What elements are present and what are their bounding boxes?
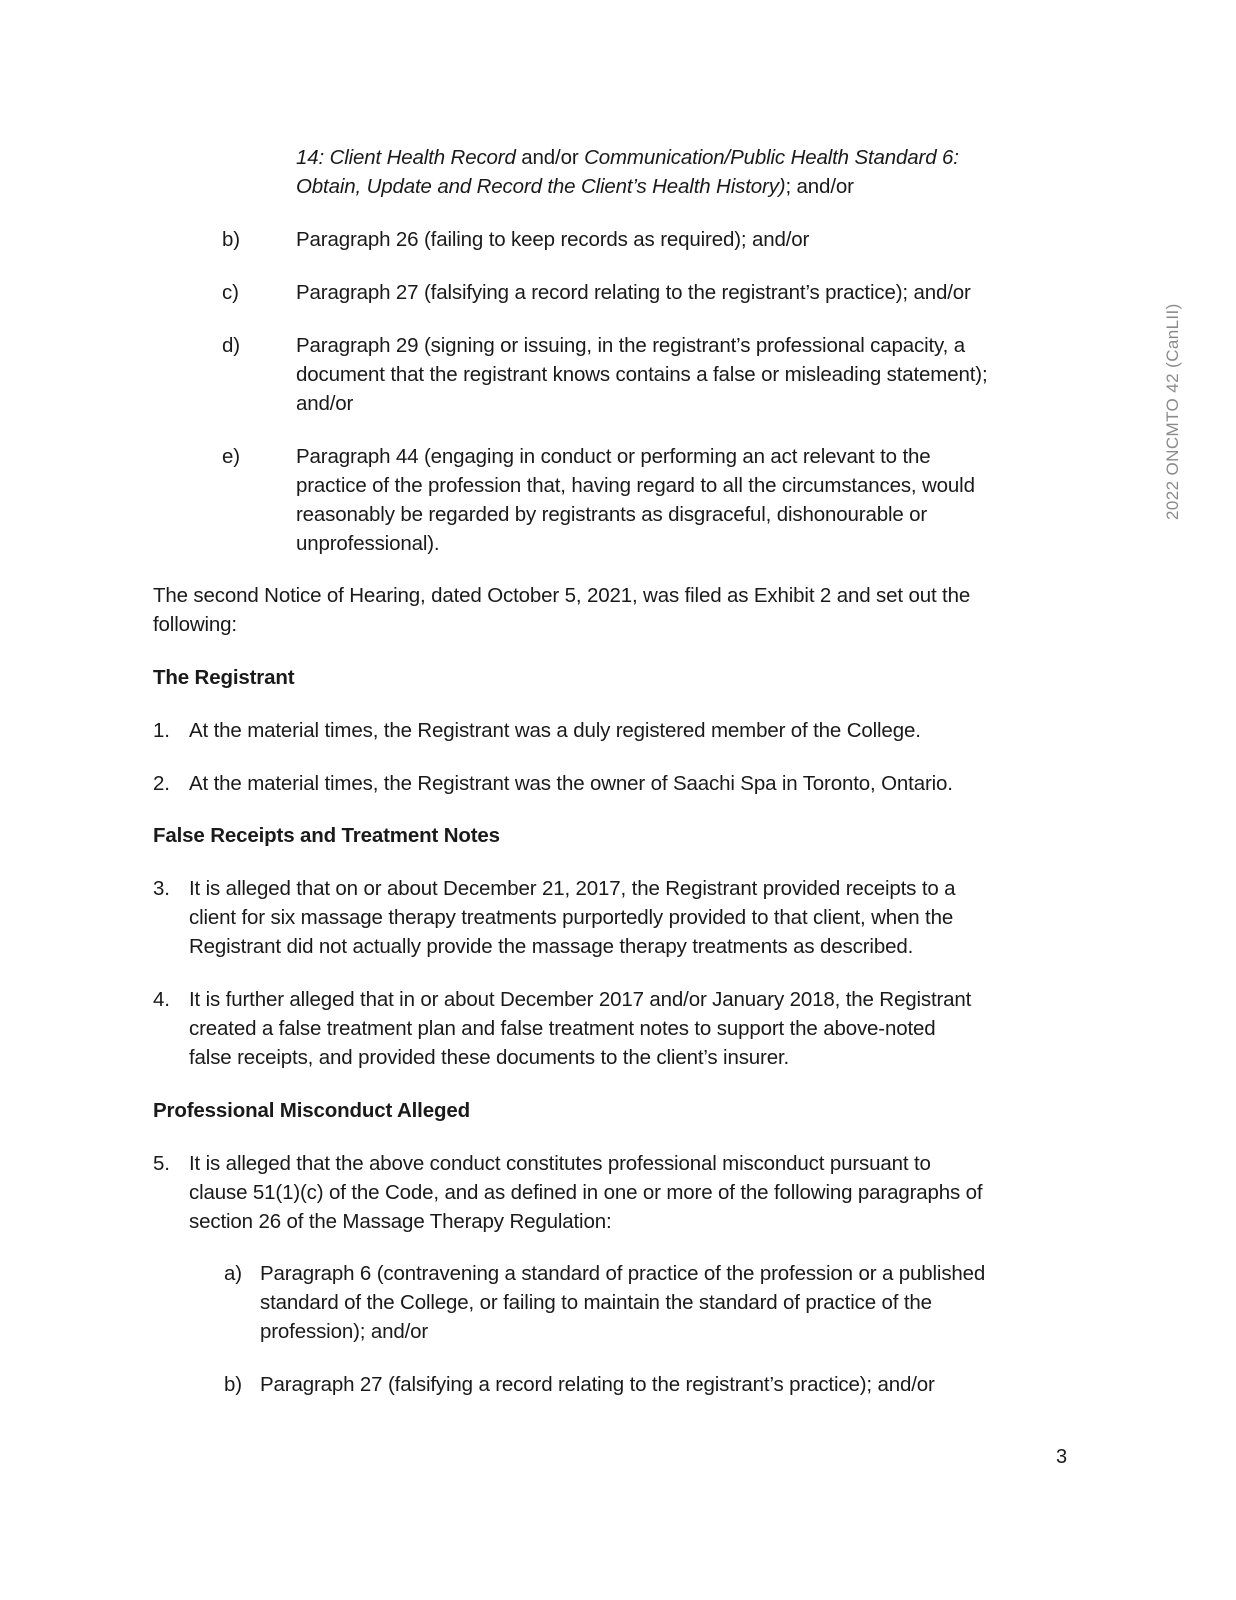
italic-text: 14: Client Health Record	[296, 146, 516, 169]
list-item-text: and/or	[296, 392, 354, 415]
paragraph-line: The second Notice of Hearing, dated October 5, 2021, was filed as Exhibit 2 and set out the	[153, 584, 971, 607]
list-label: a)	[224, 1262, 242, 1285]
list-item-text: Paragraph 27 (falsifying a record relating to the registrant’s practice); and/or	[260, 1373, 935, 1396]
item-text: section 26 of the Massage Therapy Regulation:	[189, 1210, 612, 1233]
list-item-text: standard of the College, or failing to maintain the standard of practice of the	[260, 1291, 932, 1314]
item-text: created a false treatment plan and false treatment notes to support the above-noted	[189, 1017, 936, 1040]
list-item-text: unprofessional).	[296, 532, 440, 555]
item-number: 4.	[153, 988, 170, 1011]
plain-text: and/or	[515, 146, 585, 169]
item-text: It is alleged that the above conduct constitutes professional misconduct pursuant to	[189, 1152, 931, 1175]
list-label: b)	[222, 228, 240, 251]
italic-text: Obtain, Update and Record the Client’s Health History)	[296, 175, 786, 198]
list-continuation-line-1	[296, 143, 959, 172]
list-label: d)	[222, 334, 240, 357]
item-number: 1.	[153, 719, 170, 742]
list-item-text: document that the registrant knows contains a false or misleading statement);	[296, 363, 988, 386]
list-item-text: Paragraph 6 (contravening a standard of practice of the profession or a published	[260, 1262, 986, 1285]
list-item-text: Paragraph 26 (failing to keep records as required); and/or	[296, 228, 810, 251]
page-number: 3	[1056, 1446, 1068, 1468]
item-text: Registrant did not actually provide the massage therapy treatments as described.	[189, 935, 914, 958]
item-text: client for six massage therapy treatments purportedly provided to that client, when the	[189, 906, 954, 929]
item-text: clause 51(1)(c) of the Code, and as defined in one or more of the following paragraphs of	[189, 1181, 983, 1204]
item-text: It is further alleged that in or about December 2017 and/or January 2018, the Registrant	[189, 988, 972, 1011]
item-text: At the material times, the Registrant was a duly registered member of the College.	[189, 719, 921, 742]
item-number: 5.	[153, 1152, 170, 1175]
list-item-text: Paragraph 44 (engaging in conduct or performing an act relevant to the	[296, 445, 931, 468]
list-label: e)	[222, 445, 240, 468]
item-text: At the material times, the Registrant was the owner of Saachi Spa in Toronto, Ontario.	[189, 772, 953, 795]
list-label: b)	[224, 1373, 242, 1396]
section-heading: Professional Misconduct Alleged	[153, 1099, 470, 1122]
item-text: It is alleged that on or about December 21, 2017, the Registrant provided receipts to a	[189, 877, 956, 900]
item-number: 3.	[153, 877, 170, 900]
list-item-text: reasonably be regarded by registrants as disgraceful, dishonourable or	[296, 503, 928, 526]
plain-text: ; and/or	[785, 175, 854, 198]
item-number: 2.	[153, 772, 170, 795]
item-text: false receipts, and provided these documents to the client’s insurer.	[189, 1046, 790, 1069]
list-continuation-line-2	[296, 172, 854, 201]
list-label: c)	[222, 281, 239, 304]
italic-text: Communication/Public Health Standard 6:	[584, 146, 959, 169]
list-item-text: practice of the profession that, having regard to all the circumstances, would	[296, 474, 975, 497]
list-item-text: profession); and/or	[260, 1320, 429, 1343]
list-item-text: Paragraph 29 (signing or issuing, in the registrant’s professional capacity, a	[296, 334, 965, 357]
section-heading: The Registrant	[153, 666, 295, 689]
citation-stamp: 2022 ONCMTO 42 (CanLII)	[1163, 303, 1182, 520]
section-heading: False Receipts and Treatment Notes	[153, 824, 500, 847]
paragraph-line: following:	[153, 613, 237, 636]
list-item-text: Paragraph 27 (falsifying a record relating to the registrant’s practice); and/or	[296, 281, 971, 304]
